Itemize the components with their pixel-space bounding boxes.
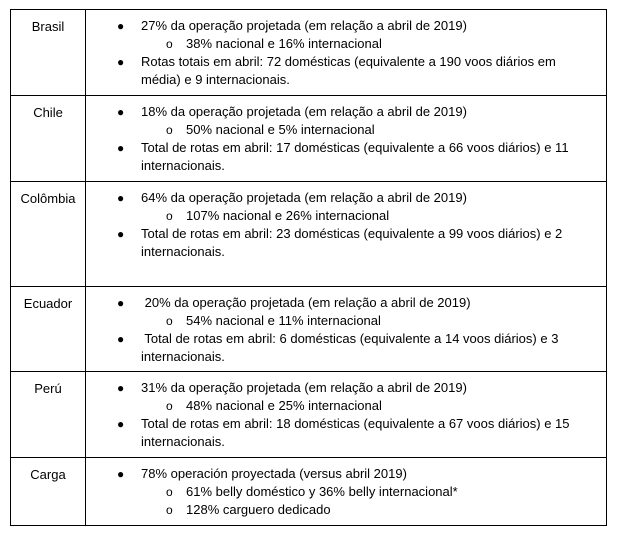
bullet-text: Rotas totais em abril: 72 domésticas (equivalente a 190 voos diários em [141, 54, 556, 69]
country-cell: Chile [11, 96, 86, 182]
filled-bullet-icon: ● [117, 417, 125, 431]
table-row [11, 182, 607, 287]
bullet-text: 107% nacional e 26% internacional [186, 208, 390, 223]
details-cell [86, 458, 607, 526]
bullet-text: 64% da operação projetada (em relação a abril de 2019) [141, 190, 467, 205]
bullet-item [86, 483, 602, 501]
bullet-item [86, 294, 602, 312]
country-cell: Brasil [11, 10, 86, 96]
filled-bullet-icon: ● [117, 191, 125, 205]
bullet-text: internacionais. [141, 244, 225, 259]
bullet-item [86, 103, 602, 121]
bullet-text: 38% nacional e 16% internacional [186, 36, 382, 51]
country-cell: Ecuador [11, 287, 86, 372]
filled-bullet-icon: ● [117, 141, 125, 155]
hollow-bullet-icon: o [166, 399, 173, 413]
table-row [11, 458, 607, 526]
details-cell [86, 182, 607, 287]
country-cell: Perú [11, 372, 86, 458]
bullet-text: 78% operación proyectada (versus abril 2019) [141, 466, 407, 481]
table-row [11, 287, 607, 372]
hollow-bullet-icon: o [166, 485, 173, 499]
bullet-text: internacionais. [141, 158, 225, 173]
bullet-text: 48% nacional e 25% internacional [186, 398, 382, 413]
bullet-item [86, 330, 602, 348]
hollow-bullet-icon: o [166, 37, 173, 51]
country-cell: Carga [11, 458, 86, 526]
bullet-text: Total de rotas em abril: 17 domésticas (equivalente a 66 voos diários) e 11 [141, 140, 569, 155]
continuation-line [86, 348, 602, 366]
bullet-item [86, 17, 602, 35]
details-cell [86, 10, 607, 96]
bullet-item [86, 225, 602, 243]
bullet-text: 27% da operação projetada (em relação a abril de 2019) [141, 18, 467, 33]
filled-bullet-icon: ● [117, 381, 125, 395]
bullet-text: média) e 9 internacionais. [141, 72, 290, 87]
bullet-item [86, 397, 602, 415]
bullet-text: internacionais. [141, 434, 225, 449]
bullet-text: 20% da operação projetada (em relação a abril de 2019) [141, 295, 471, 310]
filled-bullet-icon: ● [117, 296, 125, 310]
bullet-item [86, 312, 602, 330]
details-cell [86, 287, 607, 372]
bullet-item [86, 35, 602, 53]
operations-table [10, 9, 607, 526]
details-cell [86, 96, 607, 182]
filled-bullet-icon: ● [117, 55, 125, 69]
bullet-text: Total de rotas em abril: 6 domésticas (equivalente a 14 voos diários) e 3 [141, 331, 559, 346]
continuation-line [86, 433, 602, 451]
hollow-bullet-icon: o [166, 503, 173, 517]
bullet-item [86, 501, 602, 519]
details-cell [86, 372, 607, 458]
operations-table-body [11, 10, 607, 526]
bullet-item [86, 121, 602, 139]
bullet-text: internacionais. [141, 349, 225, 364]
bullet-text: 61% belly doméstico y 36% belly internacional* [186, 484, 458, 499]
bullet-item [86, 415, 602, 433]
hollow-bullet-icon: o [166, 209, 173, 223]
bullet-text: 18% da operação projetada (em relação a abril de 2019) [141, 104, 467, 119]
bullet-item [86, 53, 602, 71]
bullet-text: Total de rotas em abril: 23 domésticas (equivalente a 99 voos diários) e 2 [141, 226, 563, 241]
bullet-text: 50% nacional e 5% internacional [186, 122, 375, 137]
bullet-item [86, 139, 602, 157]
bullet-item [86, 465, 602, 483]
country-cell: Colômbia [11, 182, 86, 287]
continuation-line [86, 157, 602, 175]
bullet-item [86, 189, 602, 207]
filled-bullet-icon: ● [117, 105, 125, 119]
bullet-text: Total de rotas em abril: 18 domésticas (equivalente a 67 voos diários) e 15 [141, 416, 570, 431]
continuation-line [86, 71, 602, 89]
filled-bullet-icon: ● [117, 467, 125, 481]
bullet-item [86, 379, 602, 397]
hollow-bullet-icon: o [166, 314, 173, 328]
continuation-line [86, 243, 602, 261]
bullet-item [86, 207, 602, 225]
filled-bullet-icon: ● [117, 19, 125, 33]
hollow-bullet-icon: o [166, 123, 173, 137]
bullet-text: 31% da operação projetada (em relação a abril de 2019) [141, 380, 467, 395]
bullet-text: 54% nacional e 11% internacional [186, 313, 381, 328]
filled-bullet-icon: ● [117, 332, 125, 346]
table-row [11, 10, 607, 96]
table-row [11, 96, 607, 182]
filled-bullet-icon: ● [117, 227, 125, 241]
bullet-text: 128% carguero dedicado [186, 502, 331, 517]
table-row [11, 372, 607, 458]
